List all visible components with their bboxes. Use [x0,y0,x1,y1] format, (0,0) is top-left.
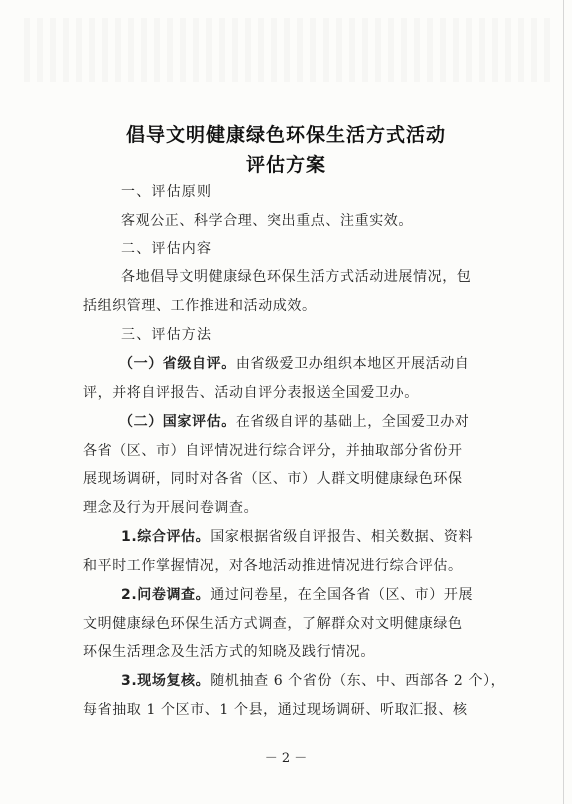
page-number: － 2 － [264,751,308,766]
item1-label: （一）省级自评。 [119,356,236,372]
sub1-line1 [121,528,473,546]
item1-line2: 评，并将自评报告、活动自评分表报送全国爱卫办。 [83,385,419,401]
scan-artifact [24,18,554,82]
sub3-label: 3.现场复核。 [121,673,211,689]
item2-line4: 理念及行为开展问卷调查。 [83,500,259,516]
section1-text: 客观公正、科学合理、突出重点、注重实效。 [121,213,413,229]
section2-text-line2: 括组织管理、工作推进和活动成效。 [83,298,317,314]
section3-heading: 三、评估方法 [121,327,213,343]
sub3-line2: 每省抽取 1 个区市、1 个县，通过现场调研、听取汇报、核 [83,702,468,718]
sub3-line1 [121,672,505,690]
item2-text: 在省级自评的基础上，全国爱卫办对 [235,414,470,430]
sub3-text: 随机抽查 6 个省份（东、中、西部各 2 个）， [210,673,506,689]
sub1-text: 国家根据省级自评报告、相关数据、资料 [210,529,474,545]
item2-line1 [119,413,469,431]
item1-text: 由省级爱卫办组织本地区开展活动自 [235,356,470,372]
item2-label: （二）国家评估。 [119,414,236,430]
document-title-line1: 倡导文明健康绿色环保生活方式活动 [125,124,446,146]
sub2-line3: 环保生活理念及生活方式的知晓及践行情况。 [83,644,375,660]
section2-heading: 二、评估内容 [121,241,213,257]
sub2-line1 [121,586,473,604]
sub2-label: 2.问卷调查。 [121,587,211,603]
sub1-label: 1.综合评估。 [121,529,211,545]
item1-line1 [119,355,469,373]
sub2-text: 通过问卷星，在全国各省（区、市）开展 [210,587,474,603]
item2-line3: 展现场调研，同时对各省（区、市）人群文明健康绿色环保 [83,471,463,487]
sub2-line2: 文明健康绿色环保生活方式调查，了解群众对文明健康绿色 [83,616,463,632]
section2-text-line1: 各地倡导文明健康绿色环保生活方式活动进展情况，包 [121,269,472,285]
document-title-line2: 评估方案 [245,154,326,176]
item2-line2: 各省（区、市）自评情况进行综合评分，并抽取部分省份开 [83,443,463,459]
section1-heading: 一、评估原则 [121,184,213,200]
sub1-line2: 和平时工作掌握情况，对各地活动推进情况进行综合评估。 [83,558,463,574]
